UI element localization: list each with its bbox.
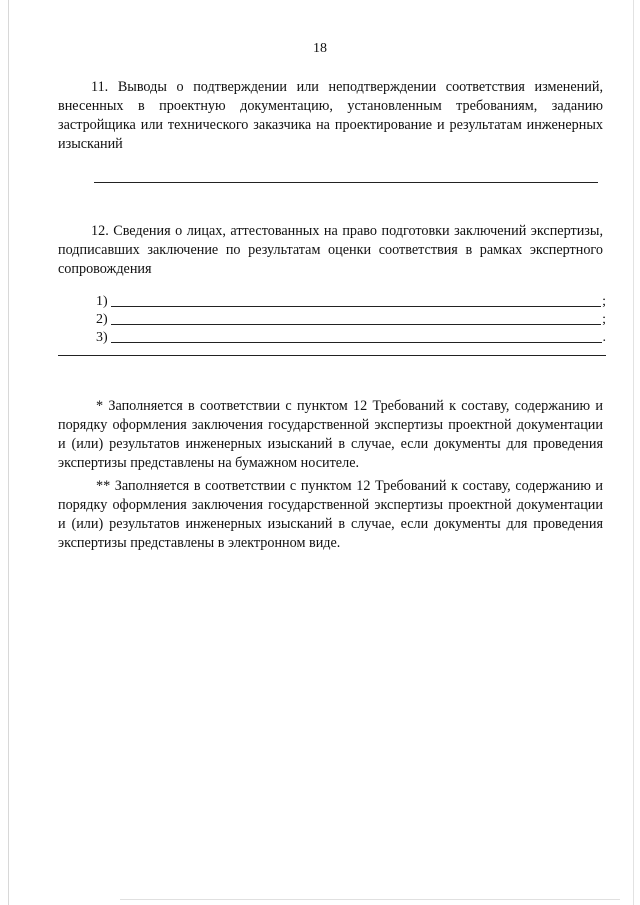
entry-punctuation: ; xyxy=(602,294,606,309)
entry-number: 3) xyxy=(96,330,108,345)
scan-border-right xyxy=(633,0,634,905)
entry-blank-line xyxy=(111,311,601,325)
footnote-electronic: ** Заполняется в соответствии с пунктом 12 Требований к составу, содержанию и порядку оформления заключения государственной экспертизы проектной документации и (или) результатов инженерных изысканий в случае, если документы для проведения экспертизы представлены в электронном виде. xyxy=(58,478,603,551)
entry-punctuation: ; xyxy=(602,312,606,327)
entry-blank-line xyxy=(111,329,602,343)
entry-number: 2) xyxy=(96,312,108,327)
section-12-entries xyxy=(96,292,606,346)
section-11-answer-line xyxy=(94,182,598,183)
entry-row-1 xyxy=(96,292,606,310)
footnote-paper: * Заполняется в соответствии с пунктом 12 Требований к составу, содержанию и порядку оформления заключения государственной экспертизы проектной документации и (или) результатов инженерных изысканий в случае, если документы для проведения экспертизы представлены на бумажном носителе. xyxy=(58,398,603,471)
section-12-text: 12. Сведения о лицах, аттестованных на право подготовки заключений экспертизы, подписавших заключение по результатам оценки соответствия в рамках экспертного сопровождения xyxy=(58,223,603,277)
entry-row-2 xyxy=(96,310,606,328)
section-separator-line xyxy=(58,355,606,356)
entry-punctuation: . xyxy=(602,330,606,345)
entry-row-3 xyxy=(96,328,606,346)
scan-border-left xyxy=(8,0,9,905)
scan-border-bottom xyxy=(120,899,620,900)
entry-blank-line xyxy=(111,293,601,307)
section-11-text: 11. Выводы о подтверждении или неподтверждении соответствия изменений, внесенных в проектную документацию, установленным требованиям, заданию застройщика или технического заказчика на проектирование и результатам инженерных изысканий xyxy=(58,79,603,152)
entry-number: 1) xyxy=(96,294,108,309)
page-number: 18 xyxy=(313,41,327,56)
